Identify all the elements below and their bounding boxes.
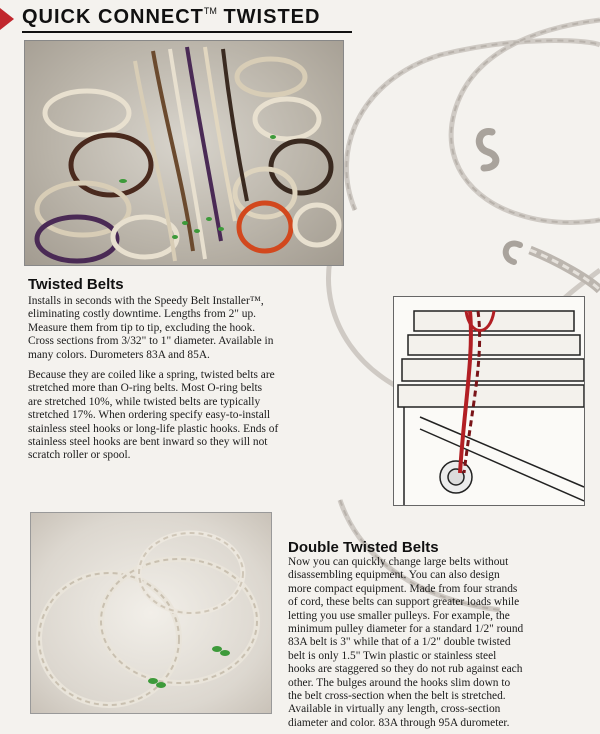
header-underline	[22, 31, 352, 33]
twisted-belts-description: Installs in seconds with the Speedy Belt Installer™, eliminating costly downtime. Lengths from 2" up. Measure them from tip to tip, excluding the hook. Cross sections from 3/32" to 1" diameter. Available in many colors. Durometers 83A and 85A.	[28, 295, 274, 361]
twisted-belts-photo	[24, 40, 344, 266]
belt-installation-drawing	[393, 296, 585, 506]
twisted-belts-heading: Twisted Belts	[28, 276, 124, 293]
double-twisted-belts-heading: Double Twisted Belts	[288, 539, 439, 556]
page-title: QUICK CONNECT™ TWISTED	[22, 6, 321, 28]
header-arrow-icon	[0, 8, 14, 30]
double-twisted-belts-photo	[30, 512, 272, 714]
twisted-belts-stretch-info: Because they are coiled like a spring, twisted belts are stretched more than O-ring belts. Most O-ring belts are stretched 10%, while twisted belts are typically stretched 17%. When ordering specify easy-to-install stainless steel hooks or long-life plastic hooks. Ends of stainless steel hooks are bent inward so they will not scratch roller or spool.	[28, 369, 279, 462]
double-twisted-belts-description: Now you can quickly change large belts without disassembling equipment. You can also design more compact equipment. Made from four strands of cord, these belts can support greater loads while letting you use smaller pulleys. For example, the minimum pulley diameter for a standard 1/2" round 83A belt is 3" while that of a 1/2" double twisted belt is only 1.5" Twin plastic or stainless steel hooks are staggered so they do not rub against each other. The bulges around the hooks slim down to the belt cross-section when the belt is stretched. Available in virtually any length, cross-section diameter and color. 83A through 95A durometer.	[288, 556, 524, 729]
